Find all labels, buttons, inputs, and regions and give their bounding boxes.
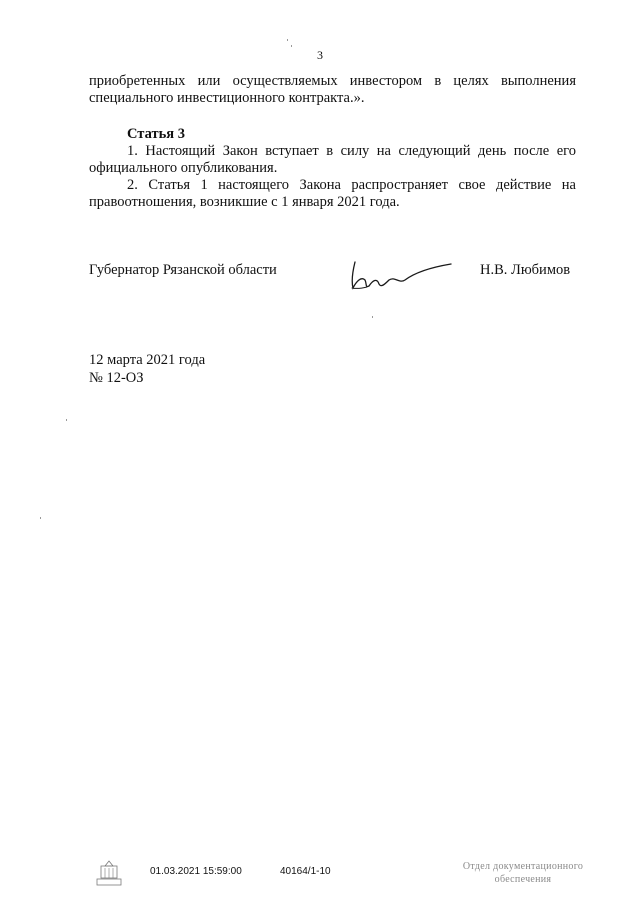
continuation-line-2: специального инвестиционного контракта.». bbox=[89, 90, 365, 106]
article-3-p1-line-2: официального опубликования. bbox=[89, 160, 278, 176]
handwritten-signature bbox=[347, 258, 457, 299]
footer-dept-line-1: Отдел документационного bbox=[462, 861, 584, 872]
article-3 bbox=[89, 126, 576, 211]
footer-timestamp: 01.03.2021 15:59:00 bbox=[150, 866, 242, 877]
signatory-title: Губернатор Рязанской области bbox=[89, 262, 277, 278]
footer-department-stamp bbox=[448, 860, 598, 886]
article-3-p2-line-1: 2. Статья 1 настоящего Закона распространяет свое действие на bbox=[127, 177, 576, 193]
continuation-line-1: приобретенных или осуществляемых инвестором в целях выполнения bbox=[89, 73, 576, 89]
date-block bbox=[89, 351, 205, 387]
signatory-name: Н.В. Любимов bbox=[480, 262, 571, 278]
law-number: № 12-ОЗ bbox=[89, 370, 144, 386]
article-3-p1-line-1: 1. Настоящий Закон вступает в силу на следующий день после его bbox=[127, 143, 576, 159]
footer-reg-number: 40164/1-10 bbox=[280, 866, 331, 877]
scan-speck bbox=[66, 419, 67, 421]
page-number: 3 bbox=[317, 48, 323, 62]
registry-stamp-icon bbox=[92, 858, 126, 893]
scan-speck bbox=[291, 45, 292, 47]
continuation-text bbox=[89, 73, 576, 107]
scan-speck bbox=[372, 316, 373, 318]
article-3-p2-line-2: правоотношения, возникшие с 1 января 2021 года. bbox=[89, 194, 400, 210]
scan-speck bbox=[40, 517, 41, 519]
law-date: 12 марта 2021 года bbox=[89, 352, 206, 368]
article-3-heading: Статья 3 bbox=[127, 126, 185, 142]
footer-dept-line-2: обеспечения bbox=[494, 874, 552, 885]
scan-speck bbox=[287, 39, 288, 41]
